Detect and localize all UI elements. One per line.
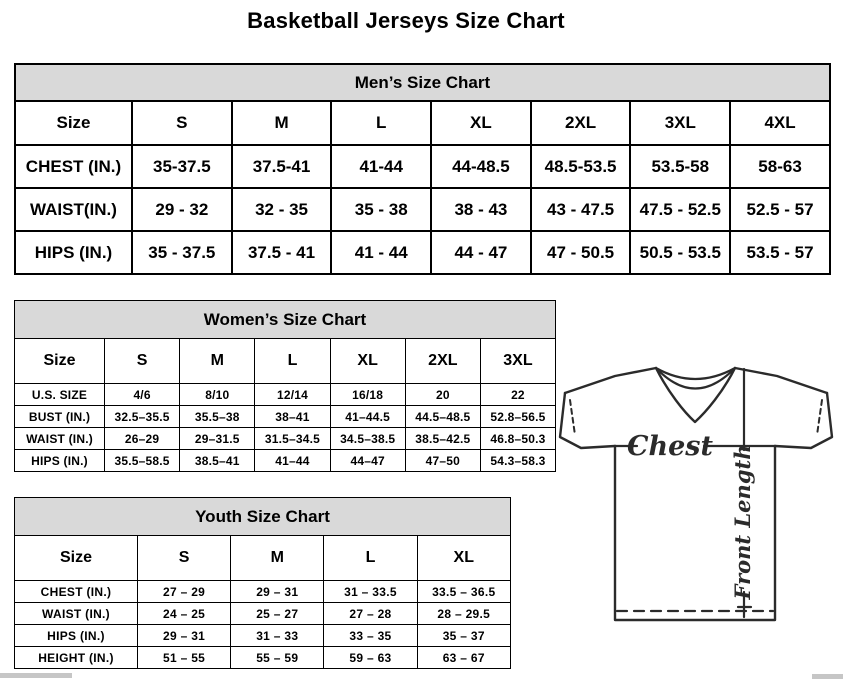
women-row-label: BUST (IN.) — [15, 406, 105, 428]
women-value-cell: 8/10 — [180, 384, 255, 406]
women-value-cell: 38–41 — [255, 406, 330, 428]
women-value-cell: 35.5–58.5 — [105, 450, 180, 472]
youth-value-cell: 25 – 27 — [231, 603, 324, 625]
men-table — [14, 63, 831, 275]
women-value-cell: 29–31.5 — [180, 428, 255, 450]
women-value-cell: 38.5–42.5 — [405, 428, 480, 450]
women-value-cell: 31.5–34.5 — [255, 428, 330, 450]
horizontal-scrollbar-thumb[interactable] — [0, 673, 72, 678]
men-value-cell: 53.5 - 57 — [730, 231, 830, 274]
women-value-cell: 41–44 — [255, 450, 330, 472]
men-table-row — [15, 145, 830, 188]
horizontal-scrollbar-right-button[interactable] — [812, 674, 843, 679]
women-column-header-0: Size — [15, 339, 105, 384]
youth-value-cell: 29 – 31 — [138, 625, 231, 647]
women-value-cell: 44–47 — [330, 450, 405, 472]
men-table-row — [15, 188, 830, 231]
men-column-header-2: M — [232, 101, 332, 145]
men-column-header-7: 4XL — [730, 101, 830, 145]
youth-column-header-0: Size — [15, 536, 138, 581]
women-column-header-5: 2XL — [405, 339, 480, 384]
youth-value-cell: 59 – 63 — [324, 647, 417, 669]
men-row-label: HIPS (IN.) — [15, 231, 132, 274]
women-value-cell: 4/6 — [105, 384, 180, 406]
men-column-header-0: Size — [15, 101, 132, 145]
jersey-left-cuff-dashed-line — [570, 400, 575, 435]
men-value-cell: 43 - 47.5 — [531, 188, 631, 231]
women-value-cell: 46.8–50.3 — [480, 428, 555, 450]
youth-value-cell: 29 – 31 — [231, 581, 324, 603]
men-value-cell: 58-63 — [730, 145, 830, 188]
youth-value-cell: 51 – 55 — [138, 647, 231, 669]
chest-label: Chest — [627, 431, 713, 462]
youth-value-cell: 24 – 25 — [138, 603, 231, 625]
youth-table-row — [15, 647, 511, 669]
men-value-cell: 53.5-58 — [630, 145, 730, 188]
youth-row-label: HIPS (IN.) — [15, 625, 138, 647]
women-column-header-2: M — [180, 339, 255, 384]
jersey-right-cuff-dashed-line — [817, 400, 822, 435]
women-value-cell: 41–44.5 — [330, 406, 405, 428]
women-value-cell: 54.3–58.3 — [480, 450, 555, 472]
women-value-cell: 32.5–35.5 — [105, 406, 180, 428]
youth-table-row — [15, 603, 511, 625]
men-column-header-5: 2XL — [531, 101, 631, 145]
youth-value-cell: 31 – 33.5 — [324, 581, 417, 603]
women-value-cell: 35.5–38 — [180, 406, 255, 428]
youth-value-cell: 31 – 33 — [231, 625, 324, 647]
men-value-cell: 32 - 35 — [232, 188, 332, 231]
women-value-cell: 22 — [480, 384, 555, 406]
youth-row-label: HEIGHT (IN.) — [15, 647, 138, 669]
men-row-label: WAIST(IN.) — [15, 188, 132, 231]
men-value-cell: 37.5-41 — [232, 145, 332, 188]
jersey-diagram — [558, 360, 838, 626]
women-value-cell: 44.5–48.5 — [405, 406, 480, 428]
men-column-header-3: L — [331, 101, 431, 145]
women-value-cell: 52.8–56.5 — [480, 406, 555, 428]
men-value-cell: 47 - 50.5 — [531, 231, 631, 274]
women-value-cell: 20 — [405, 384, 480, 406]
youth-value-cell: 35 – 37 — [417, 625, 510, 647]
women-table-row — [15, 384, 556, 406]
women-row-label: WAIST (IN.) — [15, 428, 105, 450]
men-row-label: CHEST (IN.) — [15, 145, 132, 188]
youth-value-cell: 27 – 28 — [324, 603, 417, 625]
youth-column-header-2: M — [231, 536, 324, 581]
women-value-cell: 12/14 — [255, 384, 330, 406]
youth-table-title: Youth Size Chart — [15, 498, 511, 536]
men-value-cell: 41 - 44 — [331, 231, 431, 274]
jersey-left-sleeve-outline — [560, 393, 615, 448]
women-row-label: HIPS (IN.) — [15, 450, 105, 472]
men-value-cell: 35 - 37.5 — [132, 231, 232, 274]
women-table — [14, 300, 556, 472]
men-column-header-4: XL — [431, 101, 531, 145]
youth-value-cell: 27 – 29 — [138, 581, 231, 603]
women-value-cell: 16/18 — [330, 384, 405, 406]
women-table-row — [15, 428, 556, 450]
men-value-cell: 44 - 47 — [431, 231, 531, 274]
women-value-cell: 47–50 — [405, 450, 480, 472]
youth-value-cell: 63 – 67 — [417, 647, 510, 669]
men-value-cell: 41-44 — [331, 145, 431, 188]
men-value-cell: 35 - 38 — [331, 188, 431, 231]
youth-column-header-4: XL — [417, 536, 510, 581]
youth-value-cell: 55 – 59 — [231, 647, 324, 669]
women-row-label: U.S. SIZE — [15, 384, 105, 406]
youth-row-label: WAIST (IN.) — [15, 603, 138, 625]
women-table-row — [15, 406, 556, 428]
youth-table-row — [15, 581, 511, 603]
men-table-title: Men’s Size Chart — [15, 64, 830, 101]
women-column-header-6: 3XL — [480, 339, 555, 384]
women-column-header-4: XL — [330, 339, 405, 384]
men-value-cell: 48.5-53.5 — [531, 145, 631, 188]
youth-value-cell: 28 – 29.5 — [417, 603, 510, 625]
men-value-cell: 52.5 - 57 — [730, 188, 830, 231]
youth-table-row — [15, 625, 511, 647]
men-value-cell: 29 - 32 — [132, 188, 232, 231]
jersey-vneck-outline — [656, 368, 735, 422]
page-title: Basketball Jerseys Size Chart — [247, 8, 565, 33]
men-column-header-6: 3XL — [630, 101, 730, 145]
women-column-header-3: L — [255, 339, 330, 384]
men-value-cell: 37.5 - 41 — [232, 231, 332, 274]
jersey-left-shoulder-line — [565, 368, 656, 393]
men-value-cell: 38 - 43 — [431, 188, 531, 231]
youth-column-header-1: S — [138, 536, 231, 581]
men-column-header-1: S — [132, 101, 232, 145]
jersey-right-sleeve-outline — [775, 393, 832, 448]
women-value-cell: 34.5–38.5 — [330, 428, 405, 450]
youth-table — [14, 497, 511, 669]
youth-value-cell: 33.5 – 36.5 — [417, 581, 510, 603]
women-column-header-1: S — [105, 339, 180, 384]
women-value-cell: 38.5–41 — [180, 450, 255, 472]
jersey-right-shoulder-line — [735, 368, 827, 393]
men-value-cell: 35-37.5 — [132, 145, 232, 188]
men-value-cell: 44-48.5 — [431, 145, 531, 188]
front-length-label: Front Length — [730, 444, 755, 600]
women-table-row — [15, 450, 556, 472]
women-value-cell: 26–29 — [105, 428, 180, 450]
youth-row-label: CHEST (IN.) — [15, 581, 138, 603]
men-value-cell: 50.5 - 53.5 — [630, 231, 730, 274]
men-value-cell: 47.5 - 52.5 — [630, 188, 730, 231]
youth-column-header-3: L — [324, 536, 417, 581]
men-table-row — [15, 231, 830, 274]
women-table-title: Women’s Size Chart — [15, 301, 556, 339]
youth-value-cell: 33 – 35 — [324, 625, 417, 647]
